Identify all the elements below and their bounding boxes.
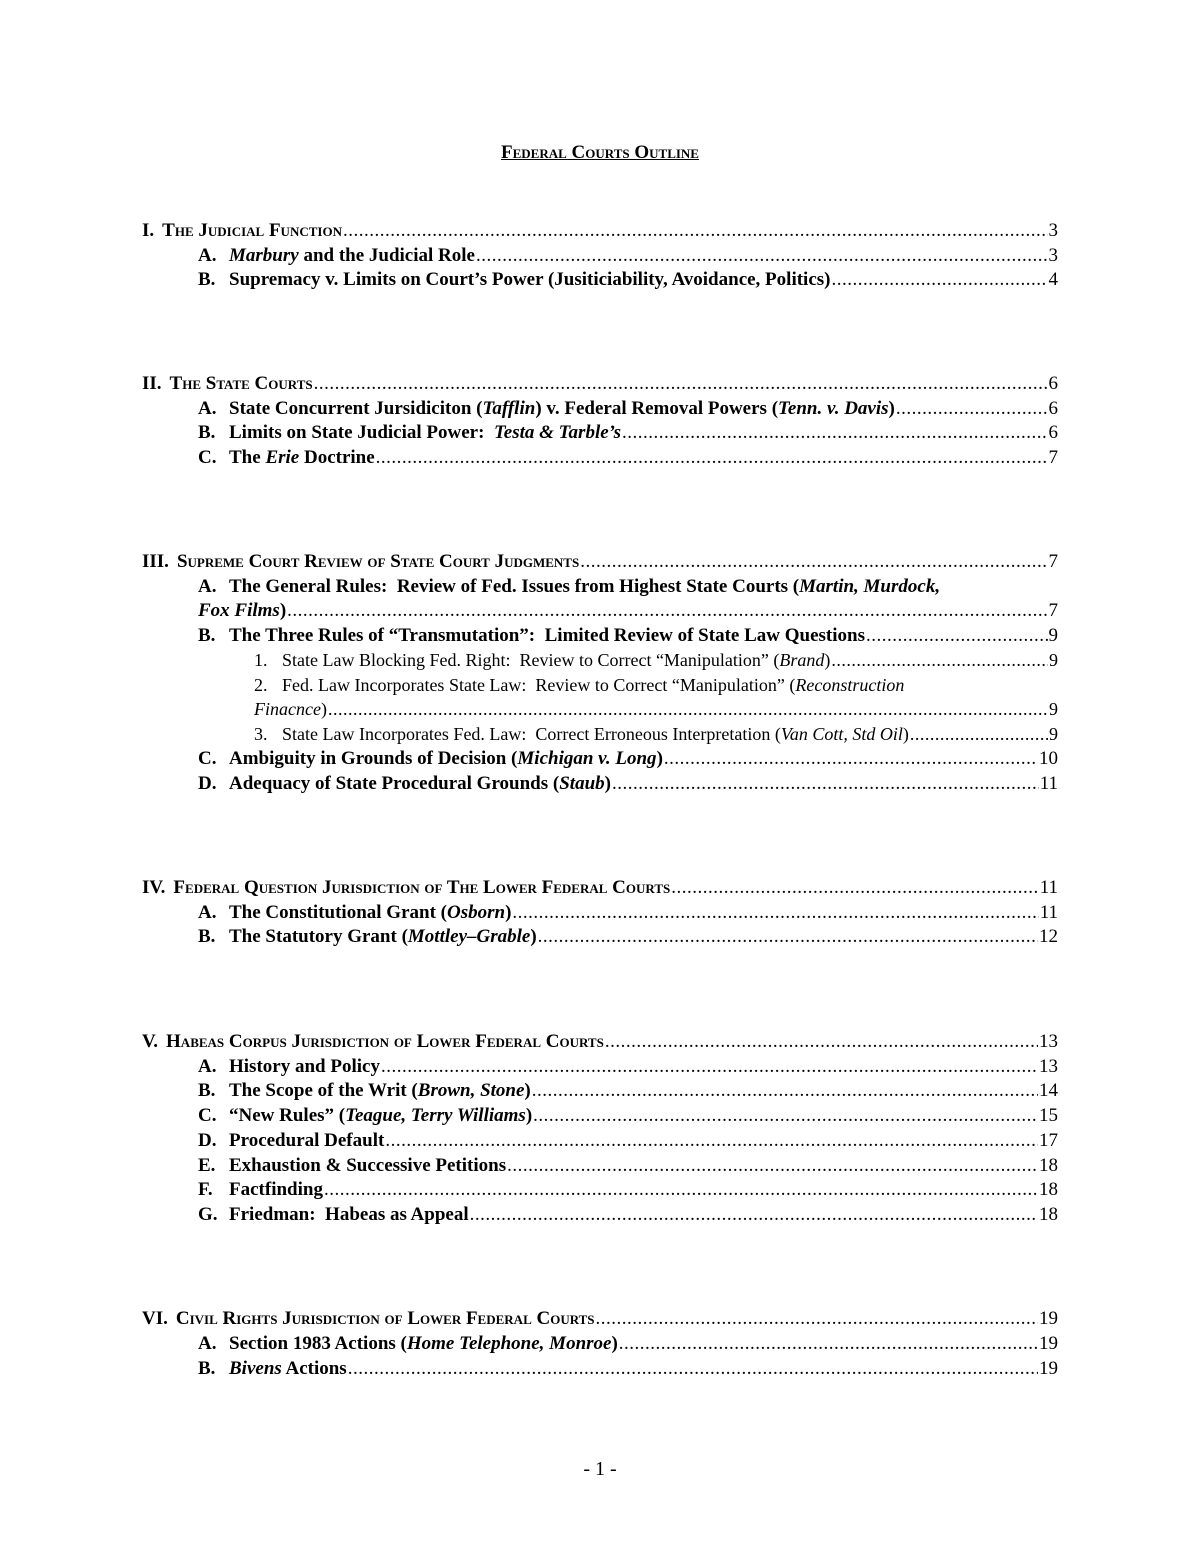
case-name: Testa & Tarble’s: [493, 422, 621, 443]
page-number: 12: [1039, 926, 1058, 947]
leader-dots: [664, 746, 1038, 771]
page-number: 3: [1048, 245, 1058, 266]
entry-title: The Three Rules of “Transmutation”: Limited Review of State Law Questions: [229, 625, 865, 646]
toc-entry-5c[interactable]: [198, 1103, 1058, 1128]
page-number: 10: [1039, 748, 1058, 769]
entry-title: [229, 1356, 347, 1381]
entry-title-text: State Law Blocking Fed. Right: Review to Correct “Manipulation” (: [282, 650, 780, 670]
leader-dots: [328, 697, 1048, 722]
entry-title: Exhaustion & Successive Petitions: [229, 1155, 507, 1176]
entry-title-text: The Constitutional Grant (: [229, 902, 447, 923]
page-number: 4: [1048, 269, 1058, 290]
entry-title-text: Actions: [281, 1358, 347, 1379]
entry-letter: G.: [198, 1204, 218, 1225]
leader-dots: [532, 1078, 1038, 1103]
page-number: 9: [1049, 699, 1058, 719]
toc-entry-3b[interactable]: [198, 623, 1058, 648]
entry-letter: B.: [198, 1080, 216, 1101]
entry-title-text: Limits on State Judicial Power:: [229, 422, 494, 443]
leader-dots: [671, 875, 1038, 900]
toc-entry-4a[interactable]: [198, 900, 1058, 925]
section-title: Habeas Corpus Jurisdiction of Lower Federal Courts: [166, 1031, 604, 1052]
leader-dots: [512, 900, 1038, 925]
section-number: II.: [142, 373, 162, 394]
entry-title-text: State Law Incorporates Fed. Law: Correct Erroneous Interpretation (: [282, 724, 781, 744]
toc-entry-1b[interactable]: [198, 267, 1058, 292]
entry-title: [229, 1331, 618, 1356]
case-name: Michigan v. Long: [517, 748, 657, 769]
page-number: 11: [1039, 773, 1058, 794]
leader-dots: [476, 243, 1048, 268]
page-number: 7: [1048, 600, 1058, 621]
entry-title-text: Fed. Law Incorporates State Law: Review to Correct “Manipulation” (: [282, 675, 796, 695]
page-footer-number: - 1 -: [583, 1458, 617, 1480]
toc-section-6[interactable]: [142, 1306, 1058, 1331]
toc-entry-5e[interactable]: [198, 1153, 1058, 1178]
toc-entry-2a[interactable]: [198, 396, 1058, 421]
entry-title: [229, 771, 611, 796]
entry-title-text: ): [824, 650, 831, 670]
leader-dots: [287, 598, 1047, 623]
leader-dots: [538, 924, 1038, 949]
toc-entry-3a-line1[interactable]: [198, 574, 940, 599]
case-name: Brown, Stone: [417, 1080, 525, 1101]
case-name: Bivens: [229, 1358, 282, 1379]
leader-dots: [605, 1029, 1038, 1054]
page-number: 9: [1049, 650, 1058, 670]
entry-title: [229, 900, 511, 925]
case-name: Marbury: [229, 245, 299, 266]
entry-title: [198, 598, 286, 623]
case-name: Tafflin: [482, 398, 536, 419]
entry-letter: C.: [198, 748, 217, 769]
leader-dots: [866, 623, 1048, 648]
entry-title: [229, 1103, 532, 1128]
page-number: 6: [1048, 373, 1058, 394]
toc-section-3[interactable]: [142, 549, 1058, 574]
page-number: 18: [1039, 1179, 1058, 1200]
leader-dots: [580, 549, 1047, 574]
case-name: Martin, Murdock,: [799, 576, 941, 597]
entry-title-text: ): [530, 926, 537, 947]
entry-title: Supremacy v. Limits on Court’s Power (Jusiticiability, Avoidance, Politics): [229, 269, 831, 290]
leader-dots: [507, 1153, 1038, 1178]
entry-number: 2.: [254, 675, 268, 695]
section-number: IV.: [142, 877, 166, 898]
entry-title: [282, 722, 909, 747]
page-number: 13: [1039, 1056, 1058, 1077]
leader-dots: [596, 1306, 1038, 1331]
toc-entry-5b[interactable]: [198, 1078, 1058, 1103]
entry-title: Friedman: Habeas as Appeal: [229, 1204, 469, 1225]
toc-entry-6b[interactable]: [198, 1356, 1058, 1381]
toc-entry-3b3[interactable]: [254, 722, 1058, 747]
case-name: Finacnce: [254, 699, 321, 719]
toc-entry-3c[interactable]: [198, 746, 1058, 771]
entry-title: Procedural Default: [229, 1130, 385, 1151]
toc-section-5[interactable]: [142, 1029, 1058, 1054]
leader-dots: [470, 1202, 1038, 1227]
toc-entry-2b[interactable]: [198, 420, 1058, 445]
page-title: Federal Courts Outline: [501, 142, 699, 163]
entry-title-text: The General Rules: Review of Fed. Issues from Highest State Courts (: [229, 576, 800, 597]
leader-dots: [385, 1128, 1038, 1153]
case-name: Home Telephone, Monroe: [406, 1333, 612, 1354]
entry-title-text: “New Rules” (: [229, 1105, 346, 1126]
entry-letter: A.: [198, 576, 217, 597]
page-number: 6: [1048, 398, 1058, 419]
section-number: VI.: [142, 1308, 168, 1329]
toc-entry-1a[interactable]: [198, 243, 1058, 268]
page-number: 14: [1039, 1080, 1058, 1101]
leader-dots: [831, 648, 1048, 673]
entry-letter: B.: [198, 625, 216, 646]
entry-title-text: ): [656, 748, 663, 769]
case-name: Fox Films: [198, 600, 280, 621]
toc-section-1[interactable]: [142, 218, 1058, 243]
entry-number: 1.: [254, 650, 268, 670]
page-number: 18: [1039, 1204, 1058, 1225]
entry-title-text: ) v. Federal Removal Powers (: [535, 398, 779, 419]
page-number: 11: [1039, 877, 1058, 898]
entry-title: [229, 420, 621, 445]
toc-section-2[interactable]: [142, 371, 1058, 396]
case-name: Osborn: [447, 902, 506, 923]
entry-letter: D.: [198, 773, 217, 794]
toc-entry-2c[interactable]: [198, 445, 1058, 470]
toc-entry-3a-line2[interactable]: [198, 598, 1058, 623]
page-number: 3: [1048, 220, 1058, 241]
case-name: Brand: [779, 650, 825, 670]
section-number: V.: [142, 1031, 159, 1052]
page-number: 7: [1048, 447, 1058, 468]
section-number: III.: [142, 551, 169, 572]
toc-entry-5d[interactable]: [198, 1128, 1058, 1153]
leader-dots: [533, 1103, 1038, 1128]
entry-title: [282, 648, 830, 673]
toc-entry-3b1[interactable]: [254, 648, 1058, 673]
page-number: 18: [1039, 1155, 1058, 1176]
section-title: Civil Rights Jurisdiction of Lower Federal Courts: [175, 1308, 595, 1329]
leader-dots: [612, 771, 1039, 796]
toc-section-4[interactable]: [142, 875, 1058, 900]
entry-letter: C.: [198, 1105, 217, 1126]
toc-entry-5a[interactable]: [198, 1054, 1058, 1079]
entry-title-text: The Statutory Grant (: [229, 926, 408, 947]
toc-entry-3b2-line1[interactable]: [254, 673, 904, 698]
page-number: 15: [1039, 1105, 1058, 1126]
toc-entry-5g[interactable]: [198, 1202, 1058, 1227]
leader-dots: [348, 1356, 1038, 1381]
case-name: Tenn. v. Davis: [778, 398, 889, 419]
page-number: 6: [1048, 422, 1058, 443]
toc-entry-3d[interactable]: [198, 771, 1058, 796]
section-title: Supreme Court Review of State Court Judgments: [176, 551, 580, 572]
page-number: 17: [1039, 1130, 1058, 1151]
page-number: 19: [1039, 1308, 1058, 1329]
case-name: Mottley–Grable: [407, 926, 531, 947]
entry-title-text: State Concurrent Jursidiciton (: [229, 398, 483, 419]
entry-letter: B.: [198, 269, 216, 290]
entry-title: [229, 445, 375, 470]
entry-title-text: ): [888, 398, 895, 419]
entry-title: [229, 746, 663, 771]
entry-title-text: ): [604, 773, 611, 794]
entry-title: [229, 924, 537, 949]
leader-dots: [324, 1177, 1038, 1202]
entry-letter: E.: [198, 1155, 216, 1176]
toc-entry-6a[interactable]: [198, 1331, 1058, 1356]
entry-title: [229, 1078, 531, 1103]
entry-letter: A.: [198, 398, 217, 419]
entry-letter: A.: [198, 1056, 217, 1077]
entry-letter: B.: [198, 926, 216, 947]
entry-title-text: Ambiguity in Grounds of Decision (: [229, 748, 518, 769]
entry-letter: A.: [198, 1333, 217, 1354]
leader-dots: [314, 371, 1048, 396]
section-title: The Judicial Function: [162, 220, 342, 241]
section-number: I.: [142, 220, 155, 241]
entry-title: Factfinding: [229, 1179, 323, 1200]
case-name: Erie: [265, 447, 300, 468]
page-number: 19: [1039, 1358, 1058, 1379]
leader-dots: [376, 445, 1048, 470]
leader-dots: [619, 1331, 1038, 1356]
leader-dots: [896, 396, 1048, 421]
entry-title-text: ): [902, 724, 909, 744]
entry-letter: D.: [198, 1130, 217, 1151]
entry-title-text: and the Judicial Role: [298, 245, 475, 266]
entry-title: History and Policy: [229, 1056, 380, 1077]
toc-entry-5f[interactable]: [198, 1177, 1058, 1202]
entry-letter: C.: [198, 447, 217, 468]
entry-title-text: ): [505, 902, 512, 923]
leader-dots: [381, 1054, 1038, 1079]
entry-title-text: ): [611, 1333, 618, 1354]
entry-title: [229, 396, 895, 421]
case-name: Reconstruction: [795, 675, 905, 695]
page-number: 7: [1048, 551, 1058, 572]
entry-title-text: Doctrine: [299, 447, 375, 468]
entry-title: [229, 243, 475, 268]
toc-entry-3b2-line2[interactable]: [254, 697, 1058, 722]
case-name: Staub: [559, 773, 605, 794]
entry-title-text: The Scope of the Writ (: [229, 1080, 418, 1101]
case-name: Van Cott, Std Oil: [780, 724, 903, 744]
entry-letter: F.: [198, 1179, 213, 1200]
section-title: The State Courts: [169, 373, 313, 394]
entry-number: 3.: [254, 724, 268, 744]
entry-letter: A.: [198, 245, 217, 266]
entry-letter: B.: [198, 1358, 216, 1379]
section-title: Federal Question Jurisdiction of The Lower Federal Courts: [173, 877, 671, 898]
entry-title-text: ): [320, 699, 327, 719]
leader-dots: [831, 267, 1047, 292]
entry-letter: A.: [198, 902, 217, 923]
page-number: 19: [1039, 1333, 1058, 1354]
page-number: 11: [1039, 902, 1058, 923]
toc-entry-4b[interactable]: [198, 924, 1058, 949]
entry-title-text: ): [524, 1080, 531, 1101]
case-name: Teague, Terry Williams: [345, 1105, 526, 1126]
leader-dots: [622, 420, 1048, 445]
page-number: 9: [1048, 625, 1058, 646]
entry-title-text: Section 1983 Actions (: [229, 1333, 407, 1354]
entry-letter: B.: [198, 422, 216, 443]
entry-title-text: Adequacy of State Procedural Grounds (: [229, 773, 560, 794]
leader-dots: [910, 722, 1048, 747]
entry-title-text: ): [279, 600, 287, 621]
page-number: 9: [1049, 724, 1058, 744]
entry-title-text: The: [229, 447, 266, 468]
page-number: 13: [1039, 1031, 1058, 1052]
leader-dots: [343, 218, 1048, 243]
entry-title: [254, 697, 327, 722]
entry-title-text: ): [525, 1105, 533, 1126]
